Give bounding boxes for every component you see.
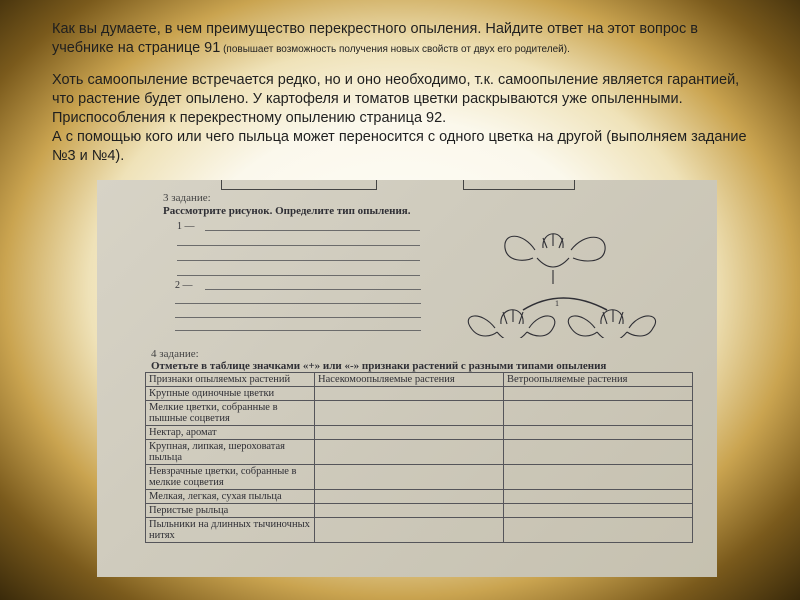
worksheet-photo xyxy=(97,180,717,577)
question-text: Как вы думаете, в чем преимущество перекрестного опыления. Найдите ответ на этот вопрос в учебнике на странице 91 xyxy=(52,21,698,56)
answer-line xyxy=(205,230,420,231)
answer-label-2: 2 — xyxy=(175,280,193,291)
wind-cell[interactable] xyxy=(504,465,693,490)
row-label: Невзрачные цветки, собранные в мелкие соцветия xyxy=(146,465,315,490)
table-row xyxy=(146,401,693,426)
task4-title: 4 задание: xyxy=(151,348,199,360)
flower-icon xyxy=(505,234,605,284)
insect-cell[interactable] xyxy=(315,440,504,465)
answer-hint: (повышает возможность получения новых свойств от двух его родителей). xyxy=(220,44,570,55)
cut-box-left xyxy=(221,180,377,190)
column-header: Ветроопыляемые растения xyxy=(504,373,693,387)
figure-label-1: 1 xyxy=(555,299,559,308)
insect-cell[interactable] xyxy=(315,401,504,426)
table-row xyxy=(146,426,693,440)
wind-cell[interactable] xyxy=(504,440,693,465)
answer-line xyxy=(177,260,420,261)
pollination-figure xyxy=(467,218,667,338)
wind-cell[interactable] xyxy=(504,490,693,504)
task-instruction: А с помощью кого или чего пыльца может переносится с одного цветка на другой (выполняем задание №3 и №4). xyxy=(52,129,747,164)
table-header-row xyxy=(146,373,693,387)
row-label: Мелкие цветки, собранные в пышные соцветия xyxy=(146,401,315,426)
slide-text xyxy=(52,20,752,166)
table-row xyxy=(146,518,693,543)
insect-cell[interactable] xyxy=(315,387,504,401)
row-label: Перистые рыльца xyxy=(146,504,315,518)
table-row xyxy=(146,387,693,401)
row-label: Нектар, аромат xyxy=(146,426,315,440)
answer-line xyxy=(177,245,420,246)
table-row xyxy=(146,465,693,490)
table-row xyxy=(146,504,693,518)
insect-cell[interactable] xyxy=(315,518,504,543)
wind-cell[interactable] xyxy=(504,518,693,543)
answer-line xyxy=(175,317,421,318)
question-paragraph xyxy=(52,20,752,59)
row-label: Крупная, липкая, шероховатая пыльца xyxy=(146,440,315,465)
task4-heading: Отметьте в таблице значками «+» или «-» признаки растений с разными типами опыления xyxy=(151,360,607,372)
task3-heading: Рассмотрите рисунок. Определите тип опыления. xyxy=(163,205,411,217)
column-header: Насекомоопыляемые растения xyxy=(315,373,504,387)
row-label: Крупные одиночные цветки xyxy=(146,387,315,401)
wind-cell[interactable] xyxy=(504,426,693,440)
row-label: Пыльники на длинных тычиночных нитях xyxy=(146,518,315,543)
insect-cell[interactable] xyxy=(315,490,504,504)
cut-box-right xyxy=(463,180,575,190)
answer-line xyxy=(175,330,421,331)
pollen-transfer-arrow xyxy=(523,298,607,310)
flower-icon xyxy=(468,310,555,338)
task3-title: 3 задание: xyxy=(163,192,211,204)
flower-icon xyxy=(568,310,655,338)
pollination-table xyxy=(145,372,693,543)
insect-cell[interactable] xyxy=(315,426,504,440)
info-paragraph xyxy=(52,71,752,166)
insect-cell[interactable] xyxy=(315,504,504,518)
table-row xyxy=(146,490,693,504)
answer-line xyxy=(175,303,421,304)
wind-cell[interactable] xyxy=(504,401,693,426)
answer-line xyxy=(177,275,420,276)
info-text: Хоть самоопыление встречается редко, но и оно необходимо, т.к. самоопыление является гарантией, что растение будет опылено. У картофеля и томатов цветки раскрываются уже опыленными. Приспособления к перекрестному опылению страница 92. xyxy=(52,72,740,126)
answer-label-1: 1 — xyxy=(177,221,195,232)
column-header: Признаки опыляемых растений xyxy=(146,373,315,387)
wind-cell[interactable] xyxy=(504,504,693,518)
insect-cell[interactable] xyxy=(315,465,504,490)
row-label: Мелкая, легкая, сухая пыльца xyxy=(146,490,315,504)
table-row xyxy=(146,440,693,465)
wind-cell[interactable] xyxy=(504,387,693,401)
answer-line xyxy=(205,289,421,290)
